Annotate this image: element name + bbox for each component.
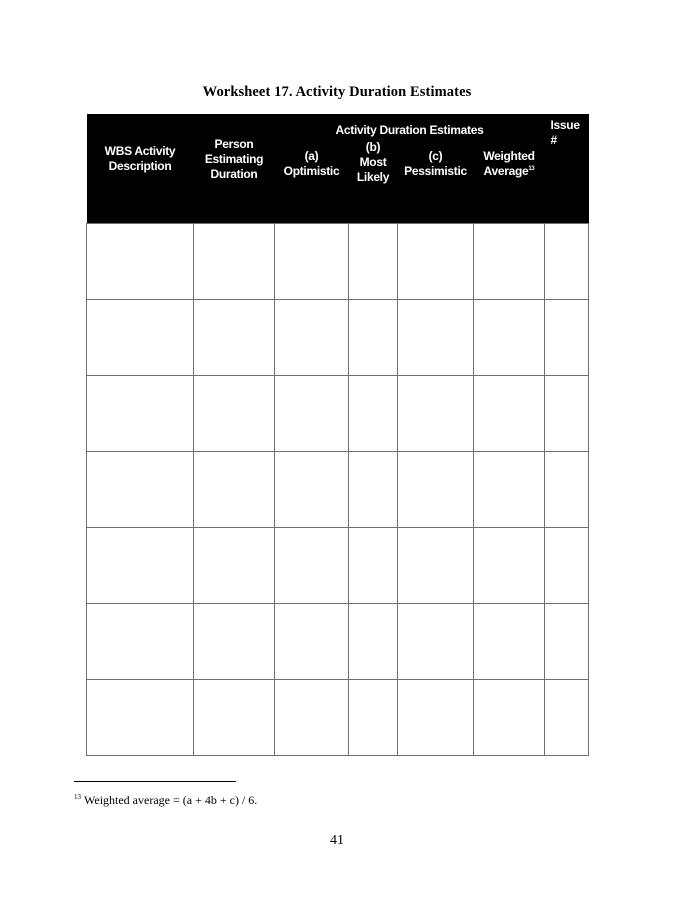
cell-person-estimating-duration[interactable] [194,376,275,452]
cell-weighted-average[interactable] [474,604,545,680]
header-pessimistic [398,138,474,224]
cell-wbs-activity-description[interactable] [87,604,194,680]
table-row [87,680,589,756]
cell-weighted-average[interactable] [474,224,545,300]
cell-optimistic[interactable] [275,224,349,300]
cell-most-likely[interactable] [349,528,398,604]
cell-weighted-average[interactable] [474,300,545,376]
cell-issue-number[interactable] [545,300,589,376]
header-text: Pessimistic [404,164,467,178]
header-activity-duration-estimates: Activity Duration Estimates [275,114,545,138]
header-text: Weighted [483,149,535,163]
cell-most-likely[interactable] [349,604,398,680]
header-text: Person [214,137,254,151]
header-text: Duration [210,167,258,181]
cell-pessimistic[interactable] [398,604,474,680]
header-most-likely [349,138,398,224]
cell-issue-number[interactable] [545,376,589,452]
cell-wbs-activity-description[interactable] [87,224,194,300]
page-number: 41 [330,833,344,848]
header-text: WBS Activity [104,144,176,158]
cell-most-likely[interactable] [349,300,398,376]
cell-optimistic[interactable] [275,376,349,452]
header-text: (b) [365,140,381,154]
cell-issue-number[interactable] [545,224,589,300]
cell-wbs-activity-description[interactable] [87,376,194,452]
cell-pessimistic[interactable] [398,376,474,452]
cell-pessimistic[interactable] [398,224,474,300]
header-text: (c) [428,149,443,163]
cell-person-estimating-duration[interactable] [194,528,275,604]
cell-most-likely[interactable] [349,452,398,528]
cell-weighted-average[interactable] [474,680,545,756]
duration-estimates-table [86,114,589,756]
header-text: Most [359,155,387,169]
cell-person-estimating-duration[interactable] [194,452,275,528]
header-text: Description [108,159,172,173]
cell-optimistic[interactable] [275,452,349,528]
footnote-ref: 13 [528,166,535,172]
table-row [87,452,589,528]
cell-issue-number[interactable] [545,452,589,528]
header-text: Likely [356,170,390,184]
cell-optimistic[interactable] [275,680,349,756]
cell-person-estimating-duration[interactable] [194,680,275,756]
header-text: Average [483,164,529,178]
cell-most-likely[interactable] [349,680,398,756]
cell-weighted-average[interactable] [474,376,545,452]
table-row [87,604,589,680]
cell-issue-number[interactable] [545,680,589,756]
cell-optimistic[interactable] [275,528,349,604]
cell-pessimistic[interactable] [398,680,474,756]
header-person-estimating-duration [194,114,275,224]
worksheet-title: Worksheet 17. Activity Duration Estimates [202,84,472,100]
cell-optimistic[interactable] [275,300,349,376]
header-text: Issue [550,118,580,132]
header-optimistic [275,138,349,224]
table-row [87,528,589,604]
cell-issue-number[interactable] [545,528,589,604]
cell-most-likely[interactable] [349,224,398,300]
footnote [74,793,257,808]
cell-wbs-activity-description[interactable] [87,680,194,756]
header-wbs-activity-description [87,114,194,224]
cell-weighted-average[interactable] [474,528,545,604]
header-weighted-average [474,138,545,224]
cell-wbs-activity-description[interactable] [87,452,194,528]
cell-wbs-activity-description[interactable] [87,528,194,604]
cell-pessimistic[interactable] [398,528,474,604]
footnote-divider [74,781,236,782]
cell-weighted-average[interactable] [474,452,545,528]
header-text: Optimistic [283,164,340,178]
header-text: Estimating [204,152,264,166]
footnote-mark: 13 [74,793,81,801]
cell-person-estimating-duration[interactable] [194,224,275,300]
table-row [87,376,589,452]
header-text: (a) [304,149,319,163]
cell-issue-number[interactable] [545,604,589,680]
header-issue-number [545,118,589,224]
table-row [87,300,589,376]
header-text: # [550,133,557,147]
table-row [87,224,589,300]
footnote-text: Weighted average = (a + 4b + c) / 6. [84,793,258,807]
cell-wbs-activity-description[interactable] [87,300,194,376]
cell-pessimistic[interactable] [398,300,474,376]
cell-person-estimating-duration[interactable] [194,300,275,376]
cell-most-likely[interactable] [349,376,398,452]
cell-optimistic[interactable] [275,604,349,680]
cell-person-estimating-duration[interactable] [194,604,275,680]
cell-pessimistic[interactable] [398,452,474,528]
